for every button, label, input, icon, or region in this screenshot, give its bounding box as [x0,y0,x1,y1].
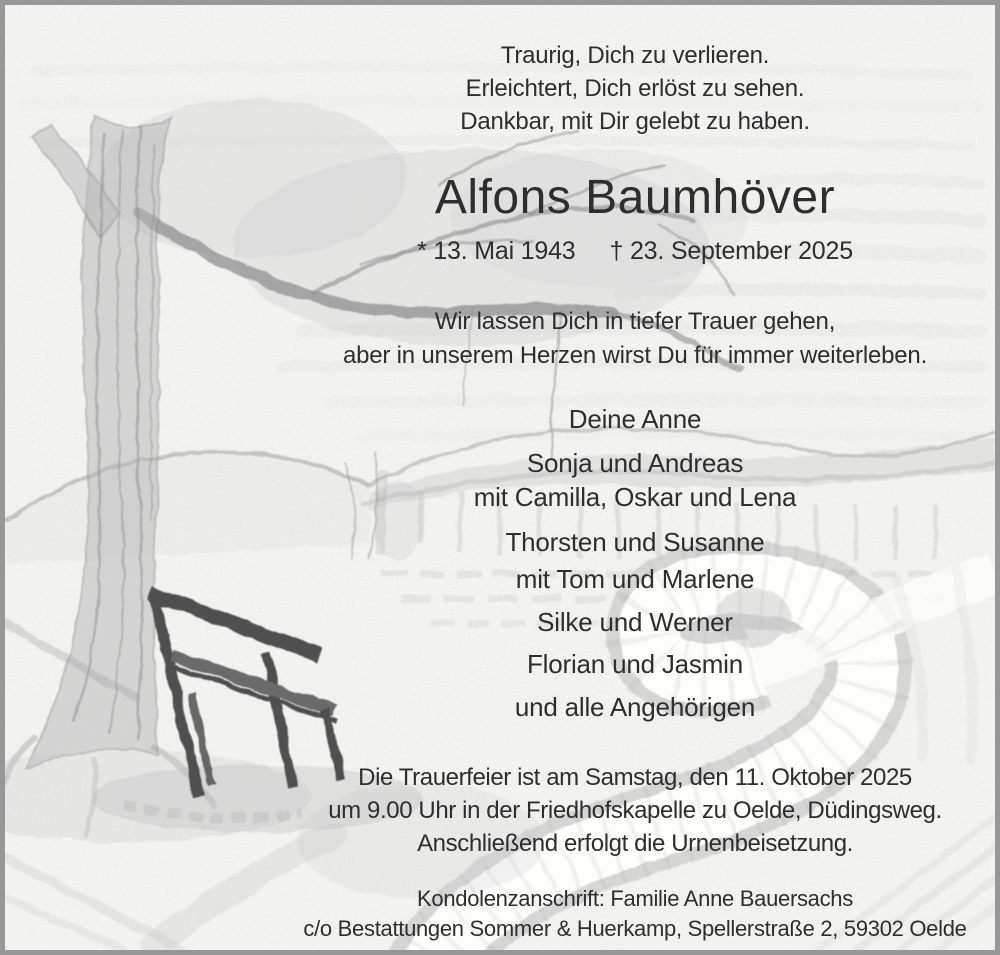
death-date: † 23. September 2025 [609,237,853,265]
birth-date: * 13. Mai 1943 [417,237,576,265]
condolence-address [265,884,1000,944]
service-info [265,761,1000,860]
mourner-line: Silke und Werner [537,607,733,637]
mourner-line: Florian und Jasmin [526,649,744,679]
farewell-line: aber in unserem Herzen wirst Du für immer weiterleben. [342,342,928,369]
mourner-line: Deine Anne [568,404,702,434]
condolence-line: c/o Bestattungen Sommer & Huerkamp, Spellerstraße 2, 59302 Oelde [303,916,967,941]
mourner-line: Sonja und Andreas [526,448,744,478]
service-line: um 9.00 Uhr in der Friedhofskapelle zu Oelde, Düdingsweg. [328,797,942,824]
farewell-line: Wir lassen Dich in tiefer Trauer gehen, [434,308,836,335]
epigraph-line: Dankbar, mit Dir gelebt zu haben. [460,108,810,135]
condolence-line: Kondolenzanschrift: Familie Anne Bauersachs [417,886,853,911]
epigraph-line: Erleichtert, Dich erlöst zu sehen. [465,75,805,102]
deceased-name: Alfons Baumhöver [434,171,836,224]
mourner-line: und alle Angehörigen [514,692,756,722]
mourner-line: Thorsten und Susanne [505,527,765,557]
life-dates [265,236,1000,266]
service-line: Die Trauerfeier ist am Samstag, den 11. Oktober 2025 [358,764,912,791]
farewell-text [265,305,1000,373]
mourners-list [265,404,1000,722]
mourner-line: mit Tom und Marlene [515,564,755,594]
epigraph-line: Traurig, Dich zu verlieren. [500,42,770,69]
service-line: Anschließend erfolgt die Urnenbeisetzung. [417,830,853,857]
epigraph [265,39,1000,138]
mourner-line: mit Camilla, Oskar und Lena [473,482,797,512]
